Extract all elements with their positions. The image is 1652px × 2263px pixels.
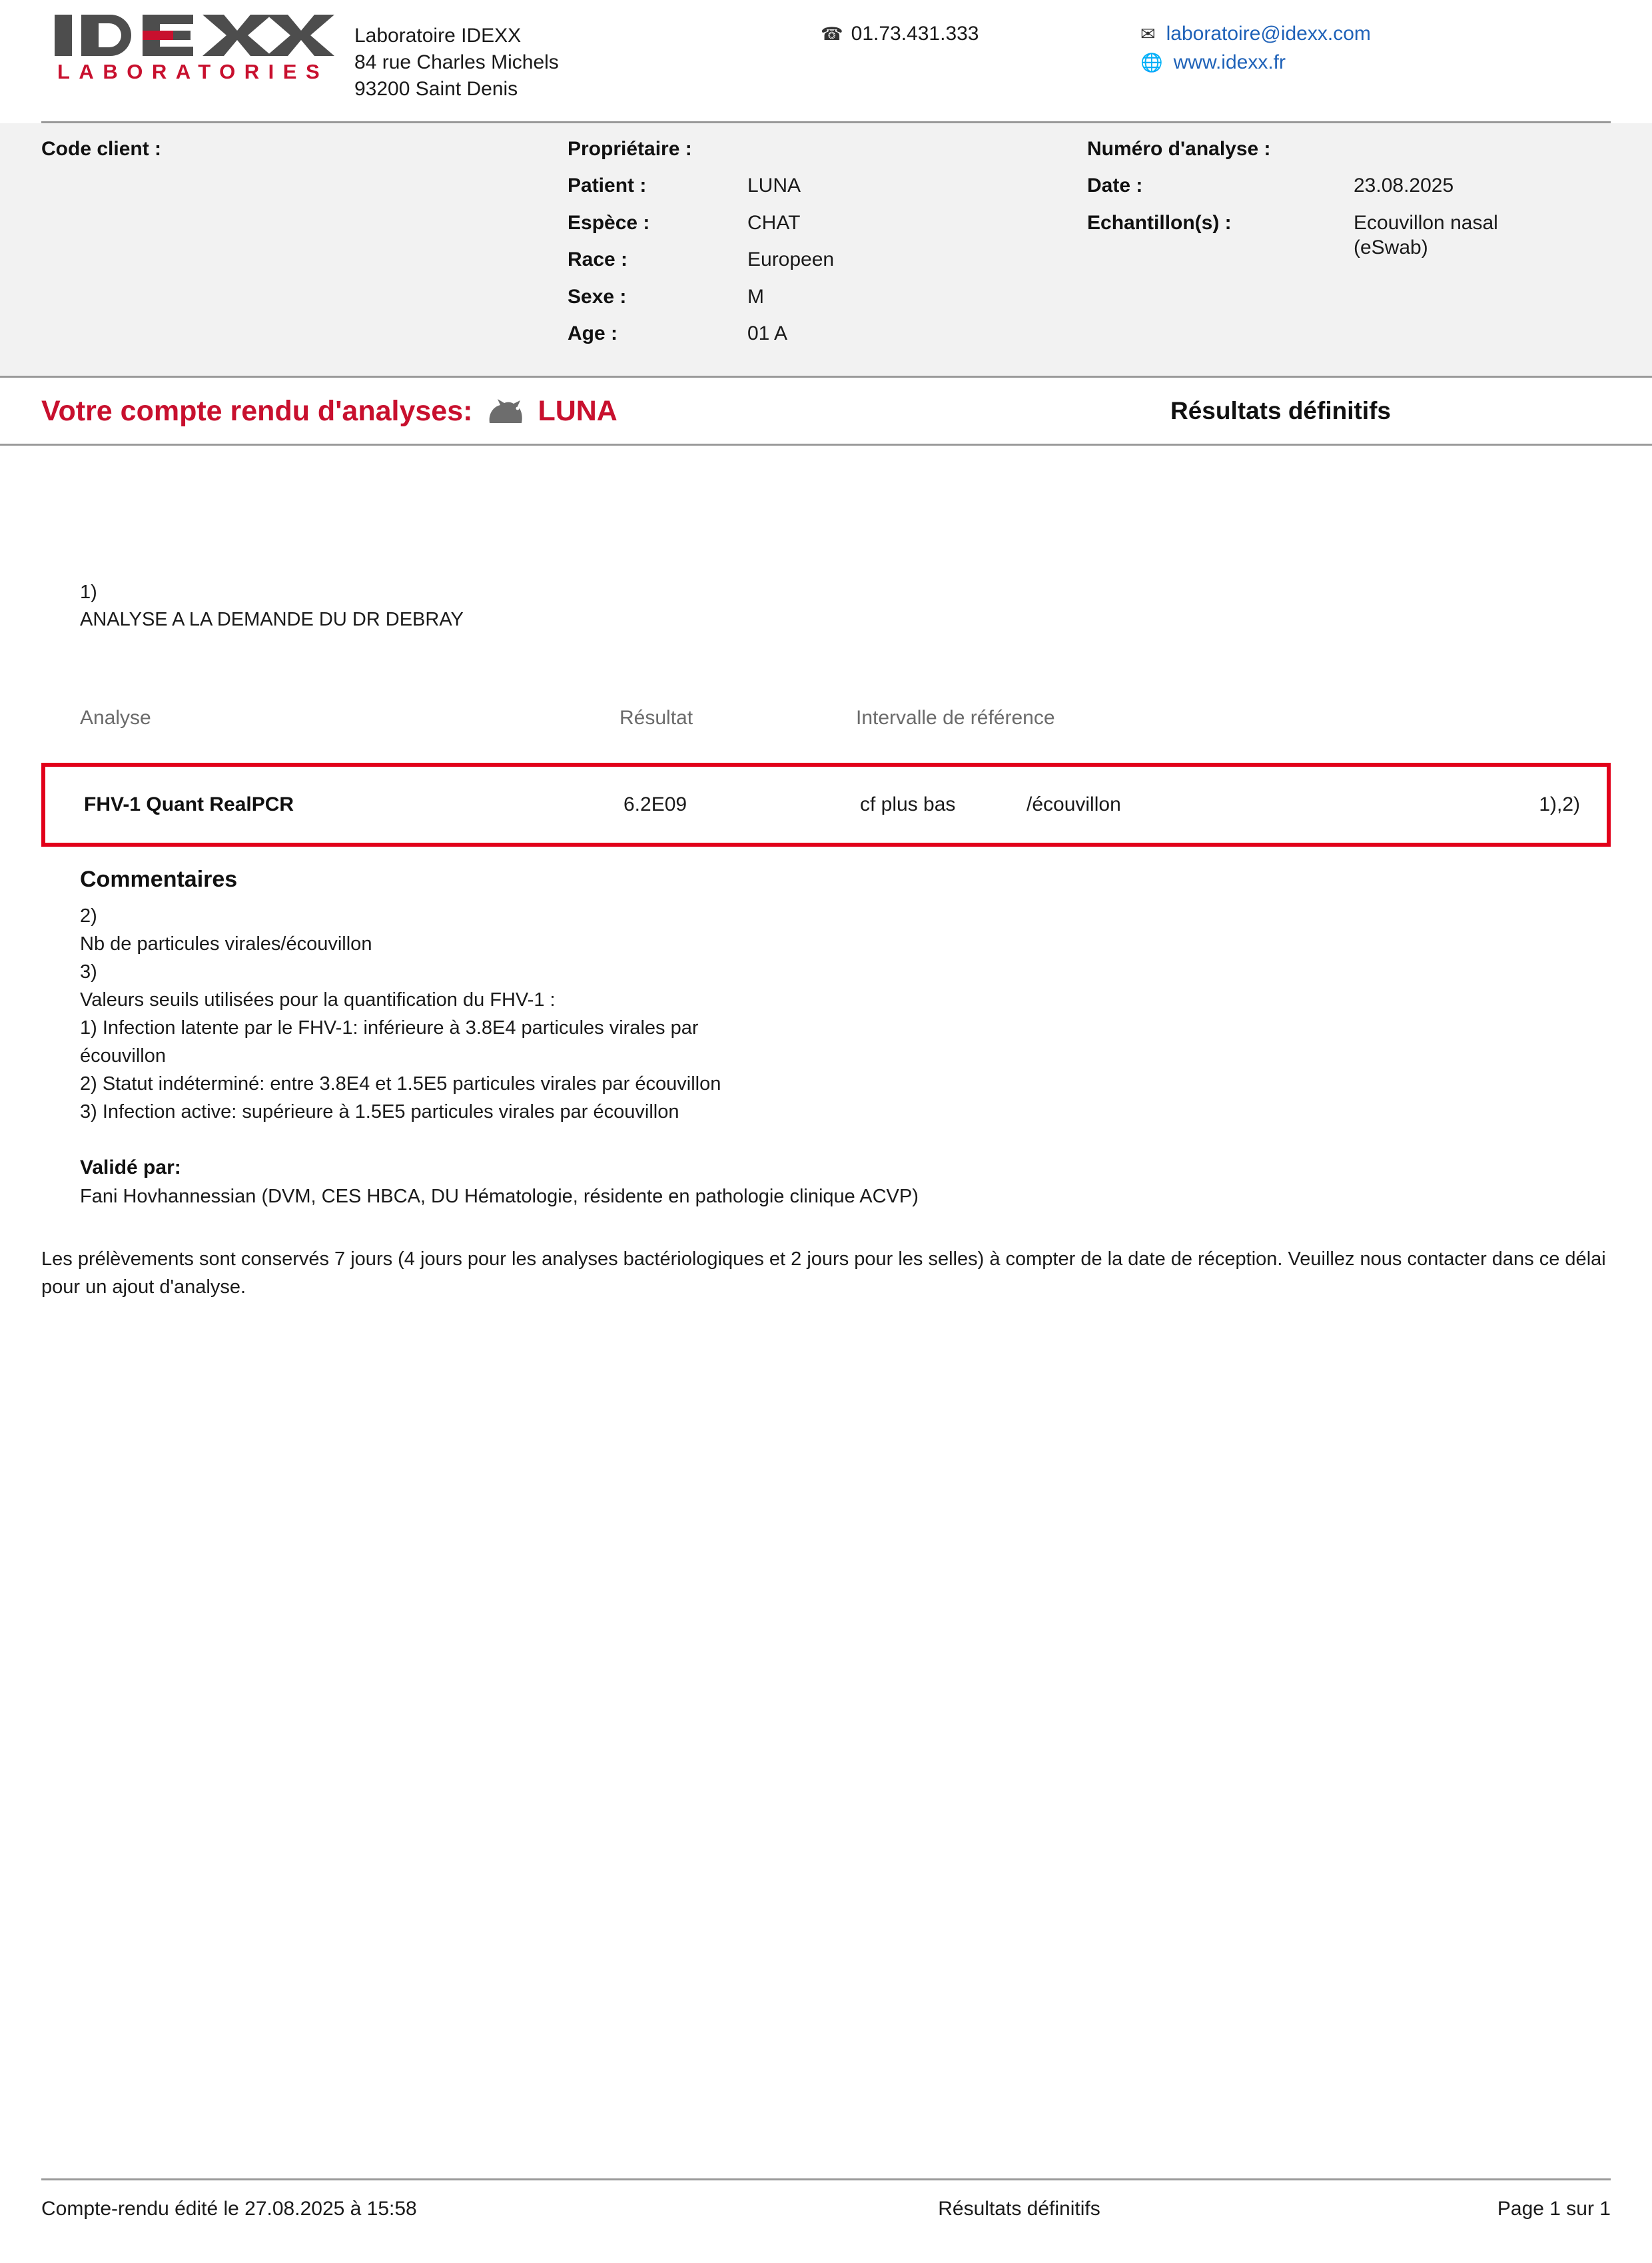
- header-container: [0, 0, 1652, 123]
- owner-label: Propriétaire :: [568, 137, 692, 160]
- column-header-analyse: Analyse: [80, 707, 151, 729]
- comment-line: 3): [80, 961, 97, 983]
- request-note: [41, 579, 1611, 634]
- column-header-intervalle: Intervalle de référence: [856, 707, 1055, 729]
- lab-email[interactable]: laboratoire@idexx.com: [1166, 23, 1371, 45]
- cat-icon: [484, 398, 526, 424]
- client-column: [41, 137, 568, 358]
- conservation-notice: Les prélèvements sont conservés 7 jours (4 jours pour les analyses bactériologiques et 2 jours pour les selles) à compter de la date de réception. Veuillez nous contacter dans ce délai pour un ajout d'analyse.: [41, 1248, 1606, 1298]
- comments-title: Commentaires: [80, 867, 238, 893]
- report-title-row: [0, 378, 1652, 446]
- comment-line: écouvillon: [80, 1045, 166, 1067]
- footer-page-number: Page 1 sur 1: [1497, 2198, 1611, 2220]
- footer-status: Résultats définitifs: [938, 2198, 1100, 2220]
- breed-value: Europeen: [747, 248, 835, 271]
- date-value: 23.08.2025: [1354, 175, 1454, 197]
- sex-value: M: [747, 285, 764, 308]
- comment-line: 2) Statut indéterminé: entre 3.8E4 et 1.5E5 particules virales par écouvillon: [80, 1073, 721, 1095]
- sex-label: Sexe :: [568, 285, 627, 308]
- lab-address-line2: 93200 Saint Denis: [354, 77, 518, 100]
- logo-subtext: LABORATORIES: [57, 60, 329, 83]
- idexx-logo: [41, 15, 354, 84]
- report-header: [41, 0, 1611, 123]
- breed-label: Race :: [568, 248, 628, 271]
- report-body: [0, 579, 1652, 1302]
- result-reference: cf plus bas: [860, 793, 956, 816]
- highlighted-result-box: [41, 763, 1611, 847]
- age-value: 01 A: [747, 322, 788, 345]
- analysis-column: [1087, 137, 1611, 358]
- date-label: Date :: [1087, 175, 1143, 197]
- comment-line: 1) Infection latente par le FHV-1: inférieure à 3.8E4 particules virales par: [80, 1017, 699, 1039]
- lab-website[interactable]: www.idexx.fr: [1173, 51, 1286, 73]
- analysis-number-label: Numéro d'analyse :: [1087, 137, 1271, 160]
- species-value: CHAT: [747, 211, 801, 234]
- results-table-header: [41, 707, 1611, 729]
- phone-icon: ☎: [821, 23, 843, 44]
- request-note-text: ANALYSE A LA DEMANDE DU DR DEBRAY: [80, 608, 464, 630]
- footer-divider: [41, 2178, 1611, 2180]
- idexx-wordmark-icon: [55, 15, 334, 56]
- request-note-number: 1): [80, 581, 97, 603]
- lab-address: [354, 15, 821, 103]
- comment-line: Nb de particules virales/écouvillon: [80, 933, 372, 955]
- validated-by-name: Fani Hovhannessian (DVM, CES HBCA, DU Hématologie, résidente en pathologie clinique ACVP): [80, 1186, 919, 1208]
- globe-icon: 🌐: [1140, 52, 1163, 73]
- sample-value-line2: (eSwab): [1354, 236, 1428, 259]
- footer-edited-date: Compte-rendu édité le 27.08.2025 à 15:58: [41, 2198, 417, 2220]
- patient-column: [568, 137, 1087, 358]
- comment-line: 3) Infection active: supérieure à 1.5E5 particules virales par écouvillon: [80, 1101, 679, 1123]
- lab-phone: 01.73.431.333: [851, 23, 979, 45]
- comments-body: [41, 902, 1611, 1126]
- lab-name: Laboratoire IDEXX: [354, 25, 522, 47]
- result-analyte-name: FHV-1 Quant RealPCR: [84, 793, 294, 816]
- patient-info-band: [0, 123, 1652, 378]
- patient-label: Patient :: [568, 175, 647, 197]
- client-code-label: Code client :: [41, 137, 162, 160]
- species-label: Espèce :: [568, 211, 650, 234]
- lab-contact-block: [1140, 15, 1611, 80]
- lab-phone-block: [821, 15, 1140, 45]
- table-row: [45, 793, 1607, 816]
- page-title: [41, 395, 618, 428]
- validated-by-title: Validé par:: [80, 1156, 181, 1179]
- sample-label: Echantillon(s) :: [1087, 211, 1232, 234]
- sample-value-line1: Ecouvillon nasal: [1354, 211, 1498, 234]
- lab-address-line1: 84 rue Charles Michels: [354, 51, 559, 73]
- envelope-icon: ✉: [1140, 23, 1156, 44]
- column-header-resultat: Résultat: [620, 707, 693, 729]
- report-footer: [0, 2178, 1652, 2220]
- report-status: Résultats définitifs: [1170, 397, 1391, 425]
- sample-value: [1354, 211, 1498, 260]
- page-title-text: Votre compte rendu d'analyses:: [41, 394, 473, 427]
- comment-line: 2): [80, 905, 97, 927]
- result-unit: /écouvillon: [1027, 793, 1121, 816]
- result-value: 6.2E09: [623, 793, 687, 816]
- patient-value: LUNA: [747, 175, 801, 197]
- age-label: Age :: [568, 322, 618, 345]
- comment-line: Valeurs seuils utilisées pour la quantification du FHV-1 :: [80, 989, 556, 1011]
- page-title-patient: LUNA: [538, 394, 618, 427]
- result-note-refs: 1),2): [1539, 793, 1580, 816]
